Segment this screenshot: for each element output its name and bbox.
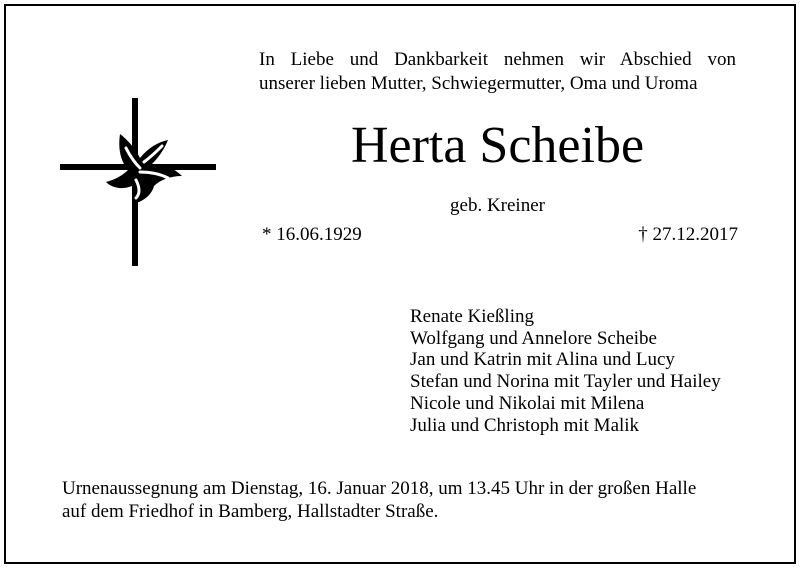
death-date: † 27.12.2017 — [638, 224, 738, 245]
ceremony-info — [62, 477, 742, 523]
mourner-item: Jan und Katrin mit Alina und Lucy — [410, 349, 675, 371]
intro-line-2: unserer lieben Mutter, Schwiegermutter, Oma und Uroma — [259, 73, 698, 94]
mourner-item: Wolfgang und Annelore Scheibe — [410, 327, 657, 349]
birth-name: geb. Kreiner — [450, 195, 545, 216]
mourner-item: Julia und Christoph mit Malik — [410, 414, 640, 436]
ceremony-line-2: auf dem Friedhof in Bamberg, Hallstadter Straße. — [62, 501, 439, 522]
cross-with-dove-icon — [60, 98, 216, 266]
mourner-item: Renate Kießling — [410, 306, 534, 327]
intro-line-1: In Liebe und Dankbarkeit nehmen wir Abschied von — [259, 49, 736, 70]
mourner-item: Stefan und Norina mit Tayler und Hailey — [410, 371, 721, 393]
birth-date: * 16.06.1929 — [262, 224, 362, 245]
mourners-list — [410, 306, 721, 436]
deceased-name: Herta Scheibe — [350, 117, 645, 174]
intro-text — [259, 48, 736, 96]
mourner-item: Nicole und Nikolai mit Milena — [410, 392, 645, 414]
ceremony-line-1: Urnenaussegnung am Dienstag, 16. Januar 2018, um 13.45 Uhr in der großen Halle — [62, 478, 697, 499]
